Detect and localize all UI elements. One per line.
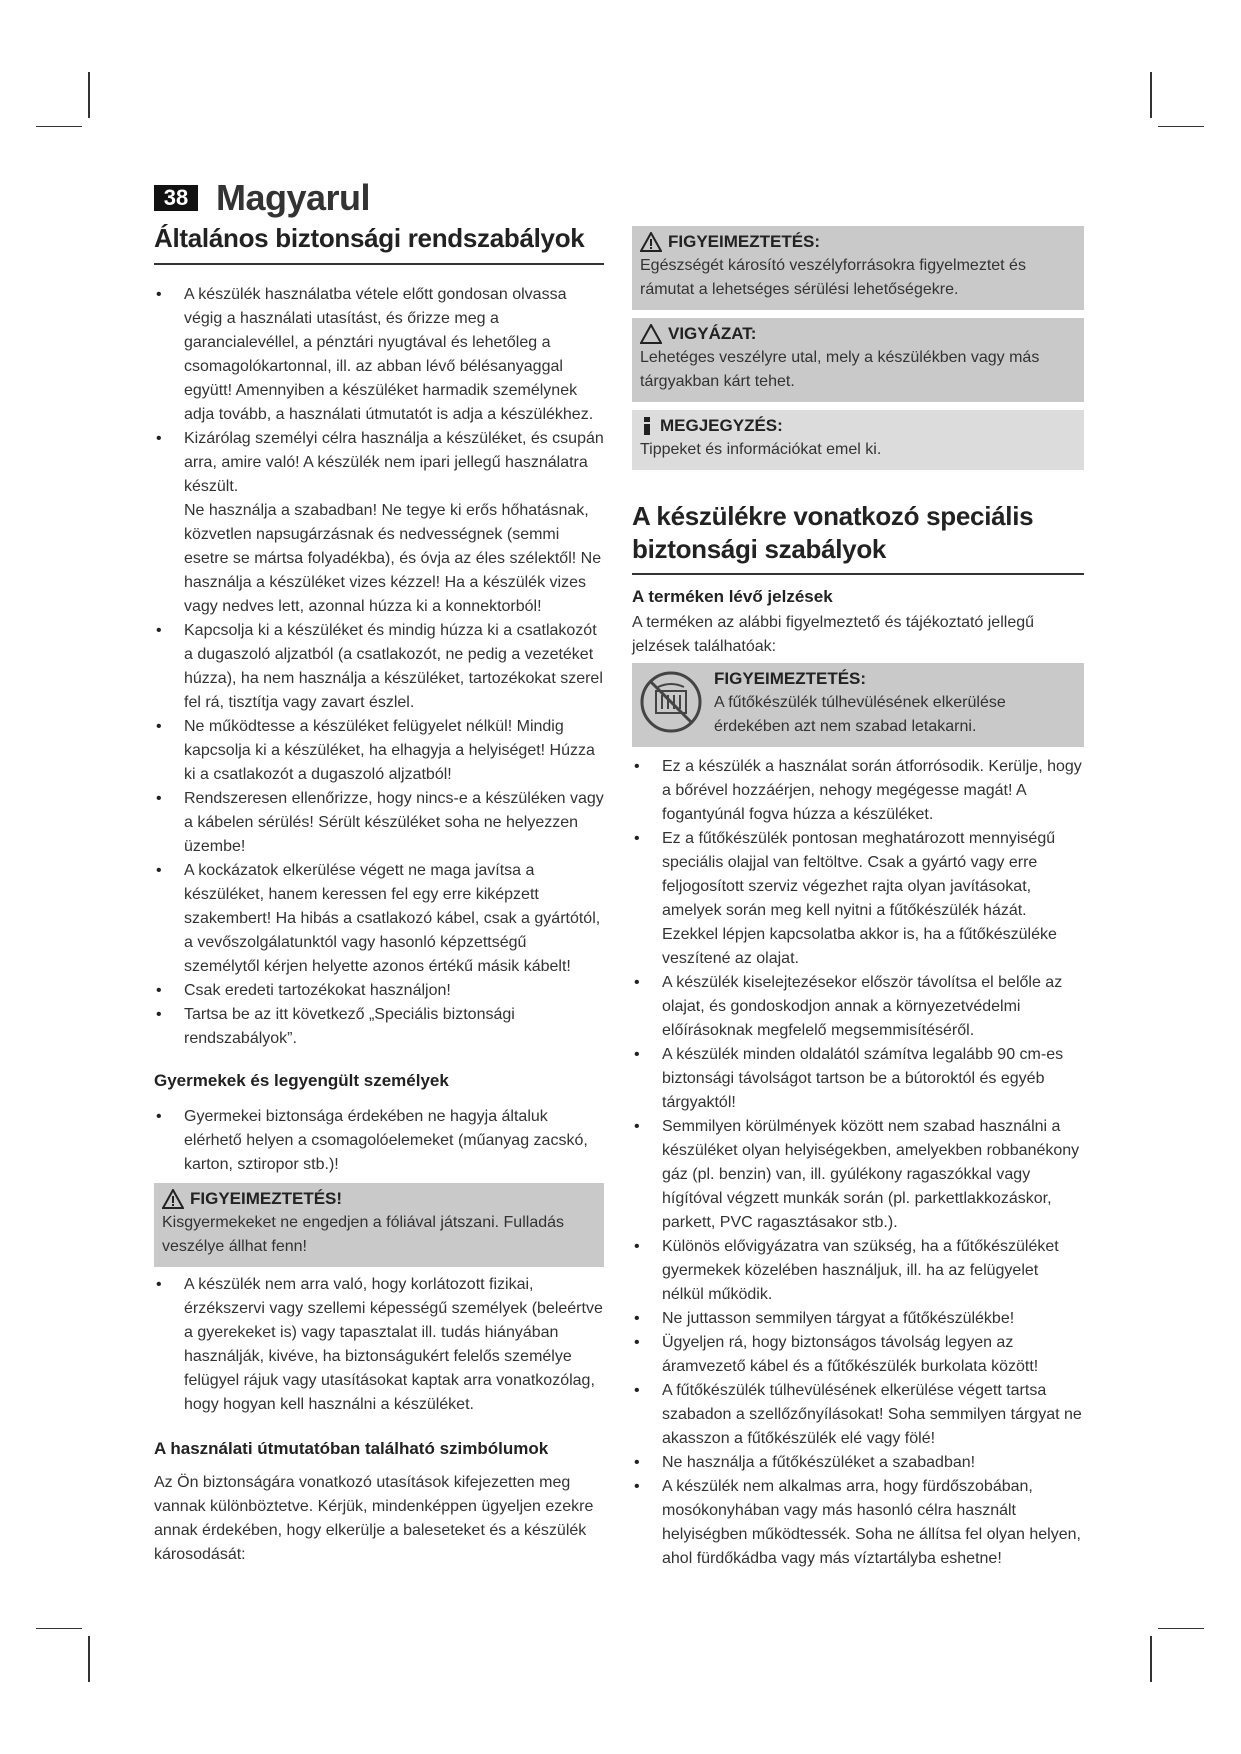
list-item: • A kockázatok elkerülése végett ne maga javítsa a készüléket, hanem keressen fel egy erre kiképzett szakembert! Ha hibás a csatlakozó kábel, csak a gyártótól, a vevőszolgálatunktól vagy hasonló képzettségű személytől kérjen helyette azonos értékű másik kábelt!	[154, 859, 604, 979]
crop-mark	[36, 1628, 82, 1629]
crop-mark	[1150, 72, 1152, 118]
do-not-cover-icon	[638, 669, 704, 735]
box-title: MEGJEGYZÉS:	[660, 416, 783, 435]
crop-mark	[1158, 126, 1204, 127]
list-item: • Ne működtesse a készüléket felügyelet nélkül! Mindig kapcsolja ki a készüléket, ha elhagyja a helyiséget! Húzza ki a csatlakozót a dugaszoló aljzatból!	[154, 715, 604, 787]
list-item: • Semmilyen körülmények között nem szabad használni a készüléket olyan helyiségekben, amelyekben robbanékony gáz (pl. benzin) van, ill. gyúlékony ragaszókkal vagy hígítóval végzett munkák során (pl. parkettlakkozáskor, parkett, PVC ragasztásakor stb.).	[632, 1115, 1084, 1235]
children-warning-box	[154, 1183, 604, 1267]
crop-mark	[1158, 1628, 1204, 1629]
product-marks-heading: A terméken lévő jelzések	[632, 587, 833, 606]
list-item: • A készülék nem arra való, hogy korlátozott fizikai, érzékszervi vagy szellemi képességű személyek (beleértve a gyerekeket is) vagy tapasztalat ill. tudás hiányában használják, kivéve, ha biztonságukért felelős személye felügyel rájuk vagy utasításokat kaptak arra vonatkozólag, hogy hogyan kell használni a készüléket.	[154, 1273, 604, 1417]
box-title: VIGYÁZAT:	[668, 324, 757, 343]
warning-box	[632, 226, 1084, 310]
box-title: FIGYEIMEZTETÉS!	[190, 1188, 343, 1208]
list-item: • Különös elővigyázatra van szükség, ha a fűtőkészüléket gyermekek közelében használjuk, ill. ha az felügyelet nélkül működik.	[632, 1235, 1084, 1307]
list-item: • Ez a fűtőkészülék pontosan meghatározott mennyiségű speciális olajjal van feltöltve. Csak a gyártó vagy erre feljogosított szerviz végezhet rajta olyan javításokat, amelyek során meg kell nyitni a fűtőkészülék házát. Ezekkel lépjen kapcsolatba akkor is, ha a fűtőkészüléke veszítené az olajat.	[632, 827, 1084, 971]
crop-mark	[36, 126, 82, 127]
crop-mark	[88, 1636, 90, 1682]
crop-mark	[1150, 1636, 1152, 1682]
general-safety-heading: Általános biztonsági rendszabályok	[154, 222, 604, 265]
warning-triangle-icon	[640, 232, 662, 252]
symbols-text: Az Ön biztonságára vonatkozó utasítások kifejezetten meg vannak különböztetve. Kérjük, mindenképpen ügyeljen ezekre annak érdekében, hogy elkerülje a baleseteket és a készülék károsodását:	[154, 1473, 594, 1563]
list-item: • Rendszeresen ellenőrizze, hogy nincs-e a készüléken vagy a kábelen sérülés! Sérült készüléket soha ne helyezzen üzembe!	[154, 787, 604, 859]
box-text: Tippeket és információkat emel ki.	[640, 441, 882, 458]
left-column	[154, 222, 604, 1567]
info-icon	[640, 416, 654, 436]
children-heading: Gyermekek és legyengült személyek	[154, 1070, 449, 1090]
warning-triangle-icon	[162, 1189, 184, 1209]
right-column	[632, 226, 1084, 1571]
list-item-text: Kizárólag személyi célra használja a készüléket, és csupán arra, amire való! A készülék nem ipari jellegű használatra készült.	[184, 429, 604, 495]
list-item: • Gyermekei biztonsága érdekében ne hagyja általuk elérhető helyen a csomagolóelemeket (műanyag zacskó, karton, sztiropor stb.)!	[154, 1105, 604, 1177]
list-item: • Kapcsolja ki a készüléket és mindig húzza ki a csatlakozót a dugaszoló aljzatból (a csatlakozót, ne pedig a vezetéket húzza), ha nem használja a készüléket, tartozékokat szerel fel rá, tisztítja vagy zavart észlel.	[154, 619, 604, 715]
box-title: FIGYEIMEZTETÉS:	[668, 232, 821, 251]
box-title: FIGYEIMEZTETÉS:	[714, 669, 867, 688]
list-item: • Ne használja a fűtőkészüléket a szabadban!	[632, 1451, 1084, 1475]
page-number: 38	[154, 185, 198, 211]
product-marks-text: A terméken az alábbi figyelmeztető és tájékoztató jellegű jelzések találhatóak:	[632, 614, 1035, 655]
special-safety-list	[632, 755, 1084, 1571]
page-header	[154, 176, 370, 220]
box-text: A fűtőkészülék túlhevülésének elkerülése érdekében azt nem szabad letakarni.	[714, 694, 1006, 735]
list-item: • Csak eredeti tartozékokat használjon!	[154, 979, 604, 1003]
general-safety-list	[154, 283, 604, 1051]
list-item: • A készülék kiselejtezésekor először távolítsa el belőle az olajat, és gondoskodjon annak a környezetvédelmi előírásoknak megfelelő megsemmisítéséről.	[632, 971, 1084, 1043]
list-item: • A készülék nem alkalmas arra, hogy fürdőszobában, mosókonyhában vagy más hasonló célra használt helyiségben működtessék. Soha ne állítsa fel olyan helyen, ahol fürdőkádba vagy más víztartályba eshetne!	[632, 1475, 1084, 1571]
list-item: • A fűtőkészülék túlhevülésének elkerülése végett tartsa szabadon a szellőzőnyílásokat! Soha semmilyen tárgyat ne akasszon a fűtőkészülék elé vagy fölé!	[632, 1379, 1084, 1451]
children-list-2	[154, 1273, 604, 1417]
list-item: • A készülék használatba vétele előtt gondosan olvassa végig a használati utasítást, és őrizze meg a garancialevéllel, a pénztári nyugtával és lehetőleg a csomagolókartonnal, ill. az abban lévő bélésanyaggal együtt! Amennyiben a készüléket harmadik személynek adja tovább, a használati útmutatót is adja a készülékhez.	[154, 283, 604, 427]
caution-triangle-icon	[640, 324, 662, 344]
list-item: • A készülék minden oldalától számítva legalább 90 cm-es biztonsági távolságot tartson be a bútoroktól és egyéb tárgyaktól!	[632, 1043, 1084, 1115]
special-safety-heading: A készülékre vonatkozó speciális biztonsági szabályok	[632, 500, 1084, 575]
crop-mark	[88, 72, 90, 118]
box-text: Kisgyermekeket ne engedjen a fóliával játszani. Fulladás veszélye állhat fenn!	[162, 1213, 565, 1255]
list-item: • Ne juttasson semmilyen tárgyat a fűtőkészülékbe!	[632, 1307, 1084, 1331]
list-item: • Ügyeljen rá, hogy biztonságos távolság legyen az áramvezető kábel és a fűtőkészülék burkolata között!	[632, 1331, 1084, 1379]
box-text: Lehetéges veszélyre utal, mely a készülékben vagy más tárgyakban kárt tehet.	[640, 349, 1040, 390]
list-item: • Ez a készülék a használat során átforrósodik. Kerülje, hogy a bőrével hozzáérjen, nehogy megégesse magát! A fogantyúnál fogva húzza a készüléket.	[632, 755, 1084, 827]
page-language: Magyarul	[216, 177, 371, 218]
list-item-extra: Ne használja a szabadban! Ne tegye ki erős hőhatásnak, közvetlen napsugárzásnak és nedvességnek (semmi esetre se mártsa folyadékba), és óvja az éles szélektől! Ne használja a készüléket vizes kézzel! Ha a készülék vizes vagy nedves lett, azonnal húzza ki a konnektorból!	[184, 501, 602, 615]
children-list	[154, 1105, 604, 1177]
symbols-heading: A használati útmutatóban található szimbólumok	[154, 1438, 549, 1458]
box-text: Egészségét károsító veszélyforrásokra figyelmeztet és rámutat a lehetséges sérülési lehetőségekre.	[640, 257, 1026, 298]
list-item	[154, 427, 604, 619]
list-item: • Tartsa be az itt következő „Speciális biztonsági rendszabályok”.	[154, 1003, 604, 1051]
caution-box	[632, 318, 1084, 402]
note-box	[632, 410, 1084, 470]
marks-warning-box	[632, 663, 1084, 747]
